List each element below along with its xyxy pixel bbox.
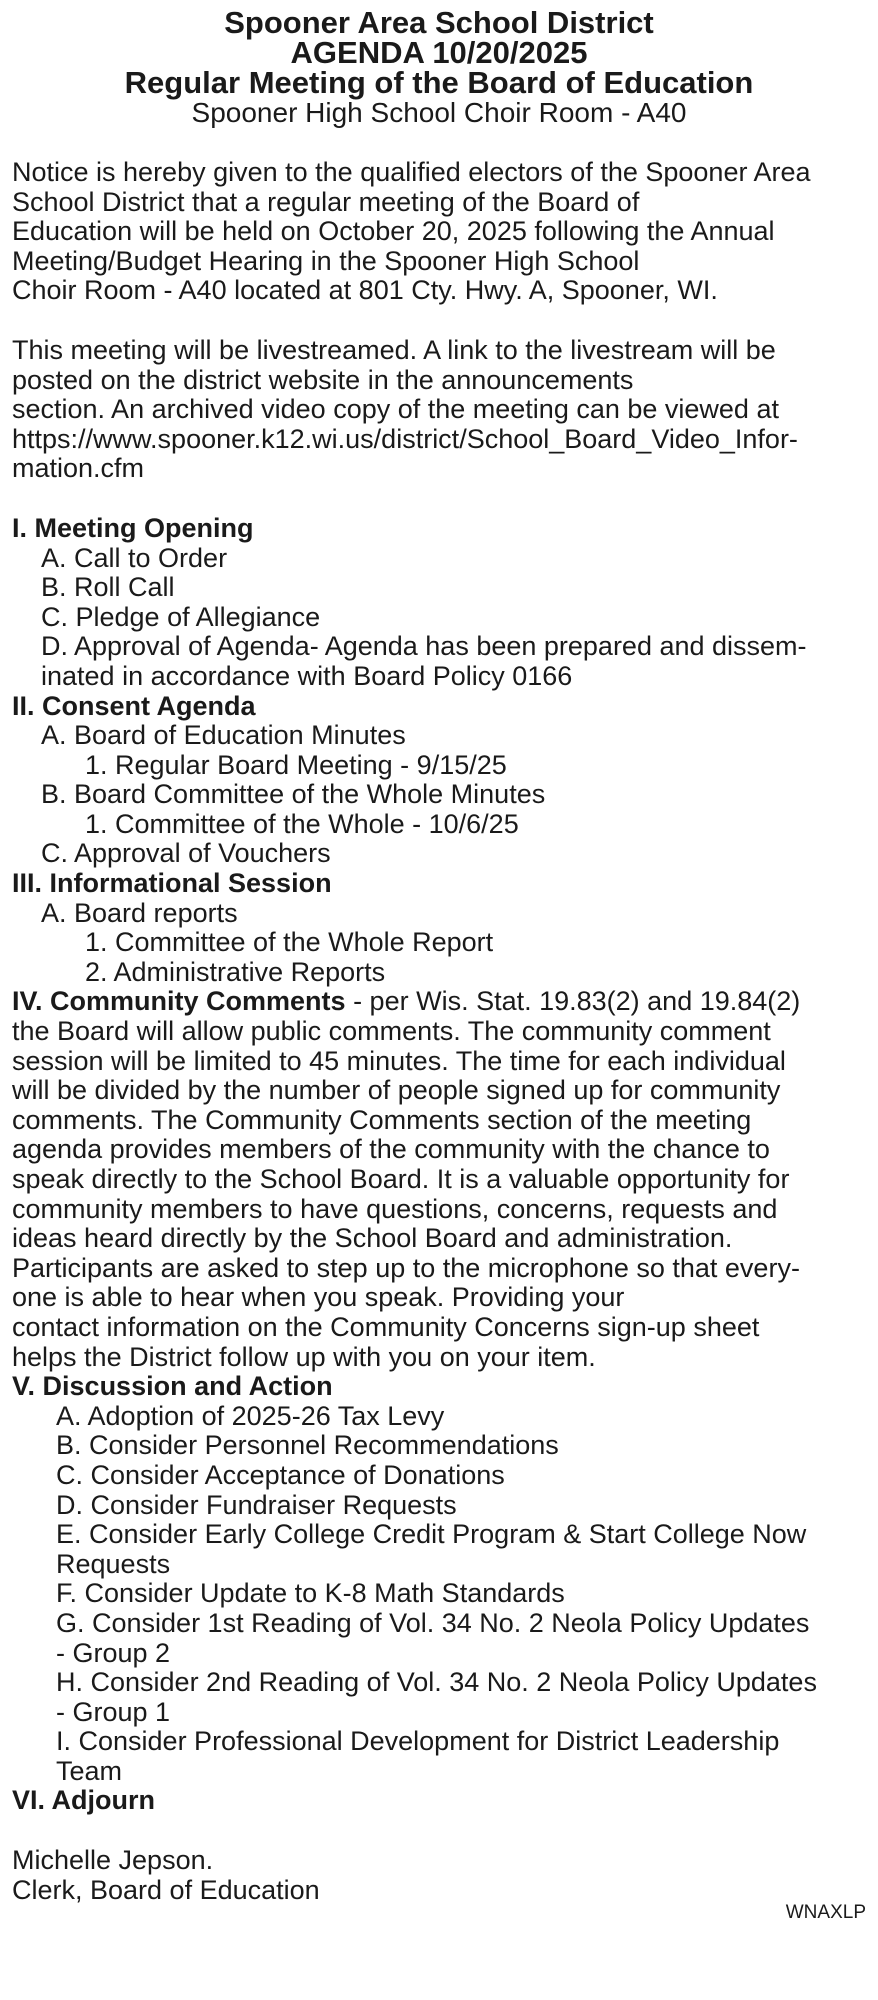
text-line: Notice is hereby given to the qualified electors of the Spooner Area <box>12 157 811 187</box>
text-line: ideas heard directly by the School Board and administration. <box>12 1223 733 1254</box>
section-title-community-comments: IV. Community Comments <box>12 986 346 1017</box>
community-comments-block <box>12 987 866 1372</box>
text-line: This meeting will be livestreamed. A link to the livestream will be <box>12 334 776 365</box>
agenda-subitem: 2. Administrative Reports <box>85 956 386 987</box>
text-line: will be divided by the number of people signed up for community <box>12 1075 781 1106</box>
signer-name: Michelle Jepson. <box>12 1845 214 1876</box>
publication-code: WNAXLP <box>785 1902 866 1923</box>
section-title-adjourn: VI. Adjourn <box>12 1785 155 1816</box>
text-line: speak directly to the School Board. It is a valuable opportunity for <box>12 1164 790 1194</box>
meeting-title: Regular Meeting of the Board of Education <box>124 65 754 100</box>
text-line: Choir Room - A40 located at 801 Cty. Hwy. A, Spooner, WI. <box>12 275 718 306</box>
agenda-item: D. Consider Fundraiser Requests <box>56 1489 457 1520</box>
district-name: Spooner Area School District <box>224 5 654 40</box>
agenda-date: AGENDA 10/20/2025 <box>290 35 588 70</box>
text-line: contact information on the Community Concerns sign-up sheet <box>12 1311 760 1342</box>
agenda-item: A. Call to Order <box>41 542 228 573</box>
notice-paragraph <box>12 158 866 306</box>
agenda-item-continued: Team <box>56 1755 123 1786</box>
agenda-outline <box>12 514 866 1816</box>
text-line: the Board will allow public comments. The community comment <box>12 1016 771 1047</box>
agenda-item: D. Approval of Agenda- Agenda has been prepared and dissem- <box>41 631 807 662</box>
agenda-item: A. Board of Education Minutes <box>41 720 406 751</box>
text-line: session will be limited to 45 minutes. The time for each individual <box>12 1045 786 1076</box>
agenda-item-continued: - Group 2 <box>56 1637 171 1668</box>
agenda-item-continued: - Group 1 <box>56 1696 171 1727</box>
text-line: Participants are asked to step up to the microphone so that every- <box>12 1252 800 1283</box>
text-line: posted on the district website in the announcements <box>12 364 634 395</box>
text-line: helps the District follow up with you on your item. <box>12 1341 596 1372</box>
agenda-item: I. Consider Professional Development for District Leadership <box>56 1726 780 1757</box>
agenda-subitem: 1. Regular Board Meeting - 9/15/25 <box>85 749 507 780</box>
section-title-informational-session: III. Informational Session <box>12 868 332 899</box>
video-link[interactable]: https://www.spooner.k12.wi.us/district/School_Board_Video_Infor- <box>12 423 798 454</box>
agenda-item: H. Consider 2nd Reading of Vol. 34 No. 2 Neola Policy Updates <box>56 1667 817 1698</box>
agenda-item: C. Approval of Vouchers <box>41 838 331 869</box>
agenda-item: F. Consider Update to K-8 Math Standards <box>56 1578 565 1609</box>
text-line: community members to have questions, concerns, requests and <box>12 1193 778 1224</box>
agenda-item: A. Adoption of 2025-26 Tax Levy <box>56 1400 445 1431</box>
community-comments-intro: - per Wis. Stat. 19.83(2) and 19.84(2) <box>345 986 801 1017</box>
agenda-item: E. Consider Early College Credit Program & Start College Now <box>56 1519 807 1550</box>
agenda-item-continued: Requests <box>56 1548 171 1579</box>
agenda-subitem: 1. Committee of the Whole - 10/6/25 <box>85 808 519 839</box>
agenda-subitem: 1. Committee of the Whole Report <box>85 927 494 958</box>
text-line: Meeting/Budget Hearing in the Spooner High School <box>12 245 640 276</box>
text-line: Education will be held on October 20, 2025 following the Annual <box>12 216 775 247</box>
livestream-paragraph <box>12 336 866 484</box>
agenda-item: B. Roll Call <box>41 572 175 603</box>
section-title-discussion-action: V. Discussion and Action <box>12 1371 333 1402</box>
signer-title: Clerk, Board of Education <box>12 1874 320 1905</box>
text-line: agenda provides members of the community with the chance to <box>12 1134 770 1165</box>
signature-block <box>12 1846 866 1905</box>
text-line: section. An archived video copy of the meeting can be viewed at <box>12 394 779 425</box>
agenda-item: A. Board reports <box>41 897 238 928</box>
meeting-location: Spooner High School Choir Room - A40 <box>191 97 687 128</box>
agenda-item: B. Consider Personnel Recommendations <box>56 1430 559 1461</box>
section-title-meeting-opening: I. Meeting Opening <box>12 512 254 543</box>
text-line: one is able to hear when you speak. Providing your <box>12 1282 625 1313</box>
agenda-item: G. Consider 1st Reading of Vol. 34 No. 2 Neola Policy Updates <box>56 1607 810 1638</box>
agenda-item: C. Consider Acceptance of Donations <box>56 1459 505 1490</box>
section-title-consent-agenda: II. Consent Agenda <box>12 690 256 721</box>
agenda-item-continued: inated in accordance with Board Policy 0166 <box>41 660 573 691</box>
notice-header <box>12 5 866 128</box>
video-link-continued[interactable]: mation.cfm <box>12 453 145 484</box>
text-line: comments. The Community Comments section of the meeting <box>12 1104 752 1135</box>
agenda-item: C. Pledge of Allegiance <box>41 601 321 632</box>
text-line: School District that a regular meeting of the Board of <box>12 186 640 217</box>
agenda-item: B. Board Committee of the Whole Minutes <box>41 779 546 810</box>
